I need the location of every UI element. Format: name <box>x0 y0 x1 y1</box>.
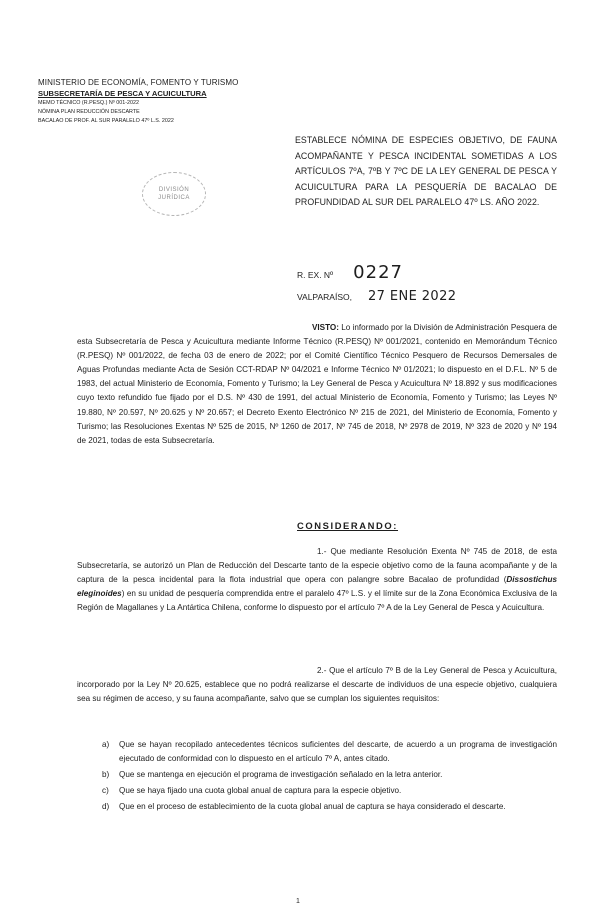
division-juridica-stamp <box>142 172 206 216</box>
ministry-name: MINISTERIO DE ECONOMÍA, FOMENTO Y TURISMO <box>38 78 239 87</box>
list-item <box>77 784 557 798</box>
requisitos-list <box>77 738 557 816</box>
fishery-reference: BACALAO DE PROF. AL SUR PARALELO 47º L.S. 2022 <box>38 118 174 124</box>
considerando-2: 2.- Que el artículo 7º B de la Ley General de Pesca y Acuicultura, incorporado por la Ley Nº 20.625, establece que no podrá realizarse el descarte de individuos de una especie objetivo, cualquiera sea su régimen de acceso, y su fauna acompañante, salvo que se cumplan los siguientes requisitos: <box>77 666 557 704</box>
visto-text: Lo informado por la División de Administración Pesquera de esta Subsecretaría de Pesca y Acuicultura mediante Informe Técnico (R.PESQ) Nº 001/2021, contenido en Memorándum Técnico (R.PESQ) Nº 001/2022, de fecha 03 de enero de 2022; por el Comité Científico Técnico Pesquero de Recursos Demersales de Aguas Profundas mediante Acta de Sesión CCT-RDAP Nº 04/2021 e Informe Técnico Nº 01/2021; lo dispuesto en el D.F.L. Nº 5 de 1983, del actual Ministerio de Economía, Fomento y Turismo; la Ley General de Pesca y Acuicultura Nº 18.892 y sus modificaciones cuyo texto refundido fue fijado por el D.S. Nº 430 de 1991, del actual Ministerio de Economía, Fomento y Turismo; las Leyes Nº 19.880, Nº 20.597, Nº 20.625 y Nº 20.657; el Decreto Exento Electrónico Nº 215 de 2021, del Ministerio de Economía, Fomento y Turismo; las Resoluciones Exentas Nº 525 de 2015, Nº 1260 de 2017, Nº 745 de 2018, Nº 2978 de 2019, Nº 323 de 2020 y Nº 194 de 2021, todas de esta Subsecretaría. <box>77 323 557 445</box>
place: VALPARAÍSO, <box>297 292 352 302</box>
list-item-letter: b) <box>102 770 110 780</box>
letterhead <box>38 77 248 126</box>
considerando-heading: CONSIDERANDO: <box>297 520 399 531</box>
memo-reference: MEMO TÉCNICO (R.PESQ.) Nº 001-2022 <box>38 100 140 106</box>
resolution-number: 0227 <box>353 262 403 283</box>
list-item-text: Que se haya fijado una cuota global anual de captura para la especie objetivo. <box>119 786 402 796</box>
list-item-text: Que se mantenga en ejecución el programa de investigación señalado en la letra anterior. <box>119 770 443 780</box>
resolution-number-row <box>297 262 403 283</box>
list-item-letter: c) <box>102 786 109 796</box>
resolution-title: ESTABLECE NÓMINA DE ESPECIES OBJETIVO, DE FAUNA ACOMPAÑANTE Y PESCA INCIDENTAL SOMETIDAS A LOS ARTÍCULOS 7ºA, 7ºB Y 7ºC DE LA LEY GENERAL DE PESCA Y ACUICULTURA PARA LA PESQUERÍA DE BACALAO DE PROFUNDIDAD AL SUR DEL PARALELO 47º LS. AÑO 2022. <box>295 135 557 208</box>
list-item-text: Que en el proceso de establecimiento de la cuota global anual de captura se haya considerado el descarte. <box>119 802 506 812</box>
list-item-letter: d) <box>102 802 110 812</box>
stamp-line-1: DIVISIÓN <box>158 187 190 193</box>
considerando-1-before: 1.- Que mediante Resolución Exenta Nº 745 de 2018, de esta Subsecretaría, se autorizó un Plan de Reducción del Descarte tanto de la especie objetivo como de la fauna acompañante y de la captura de la pesca incidental para la flota industrial que opera con palangre sobre Bacalao de profundidad ( <box>77 547 557 585</box>
stamp-line-2: JURÍDICA <box>158 195 190 201</box>
considerando-1 <box>77 545 557 615</box>
list-item <box>77 738 557 766</box>
species-name: Dissostichus eleginoides <box>77 575 557 599</box>
visto-paragraph <box>77 321 557 448</box>
nomina-reference: NÓMINA PLAN REDUCCIÓN DESCARTE <box>38 109 140 115</box>
list-item-letter: a) <box>102 740 110 749</box>
list-item <box>77 768 557 782</box>
place-date-row <box>297 289 456 304</box>
resolution-date: 27 ENE 2022 <box>367 289 457 304</box>
resolution-label: R. EX. Nº <box>297 270 334 280</box>
list-item <box>77 800 557 814</box>
subsecretaria-name: SUBSECRETARÍA DE PESCA Y ACUICULTURA <box>38 89 207 98</box>
visto-label: VISTO: <box>312 323 339 332</box>
page-number: 1 <box>296 898 300 905</box>
considerando-1-after: ) en su unidad de pesquería comprendida entre el paralelo 47º L.S. y el límite sur de la Zona Económica Exclusiva de la Región de Magallanes y La Antártica Chilena, conforme lo dispuesto por el artículo 7º A de la Ley General de Pesca y Acuicultura. <box>77 589 557 613</box>
list-item-text: Que se hayan recopilado antecedentes técnicos suficientes del descarte, de acuerdo a un programa de investigación ejecutado de conformidad con lo dispuesto en el artículo 7º A, antes citado. <box>119 740 557 764</box>
